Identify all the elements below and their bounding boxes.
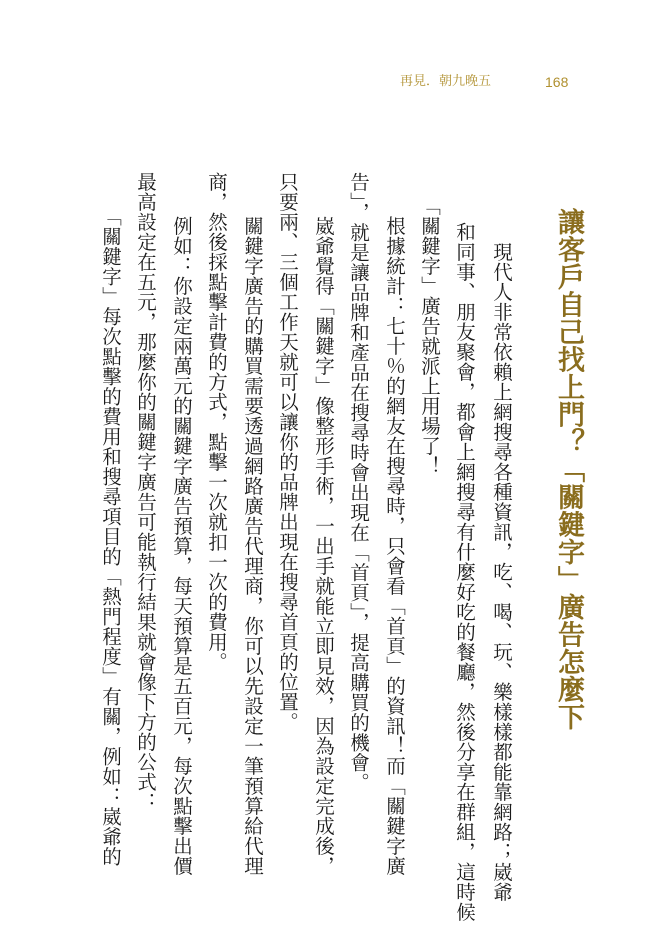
- section-heading: 讓客戶自己找上門？「關鍵字」廣告怎麼下: [553, 208, 584, 731]
- body-column-12: 「關鍵字」每次點擊的費用和搜尋項目的「熱門程度」有關，例如：崴爺的: [99, 196, 122, 867]
- body-column-6: 崴爺覺得「關鍵字」像整形手術，一出手就能立即見效，因為設定完成後，: [312, 196, 335, 876]
- body-column-2: 和同事、朋友聚會，都會上網搜尋有什麼好吃的餐廳，然後分享在群組，這時候: [453, 222, 476, 922]
- body-column-4: 根據統計：七十％的網友在搜尋時，只會看「首頁」的資訊！而「關鍵字廣: [383, 196, 406, 876]
- body-column-8: 關鍵字廣告的購買需要透過網路廣告代理商，你可以先設定一筆預算給代理: [241, 196, 264, 876]
- body-column-5: 告」，就是讓品牌和產品在搜尋時會出現在「首頁」，提高購買的機會。: [347, 172, 370, 793]
- body-column-11: 最高設定在五元，那麼你的關鍵字廣告可能執行結果就會像下方的公式：: [134, 172, 157, 812]
- body-column-9: 商，然後採點擊計費的方式，點擊一次就扣一次的費用。: [205, 172, 228, 672]
- body-column-1: 現代人非常依賴上網搜尋各種資訊，吃、喝、玩、樂樣樣都能靠網路；崴爺: [490, 222, 513, 902]
- running-title: 再見．朝九晚五: [400, 74, 492, 89]
- body-column-7: 只要兩、三個工作天就可以讓你的品牌出現在搜尋首頁的位置。: [276, 172, 299, 732]
- page-number: 168: [545, 74, 569, 90]
- body-column-3: 「關鍵字」廣告就派上用場了！: [418, 196, 441, 476]
- body-column-10: 例如：你設定兩萬元的關鍵字廣告預算，每天預算是五百元，每次點擊出價: [170, 196, 193, 876]
